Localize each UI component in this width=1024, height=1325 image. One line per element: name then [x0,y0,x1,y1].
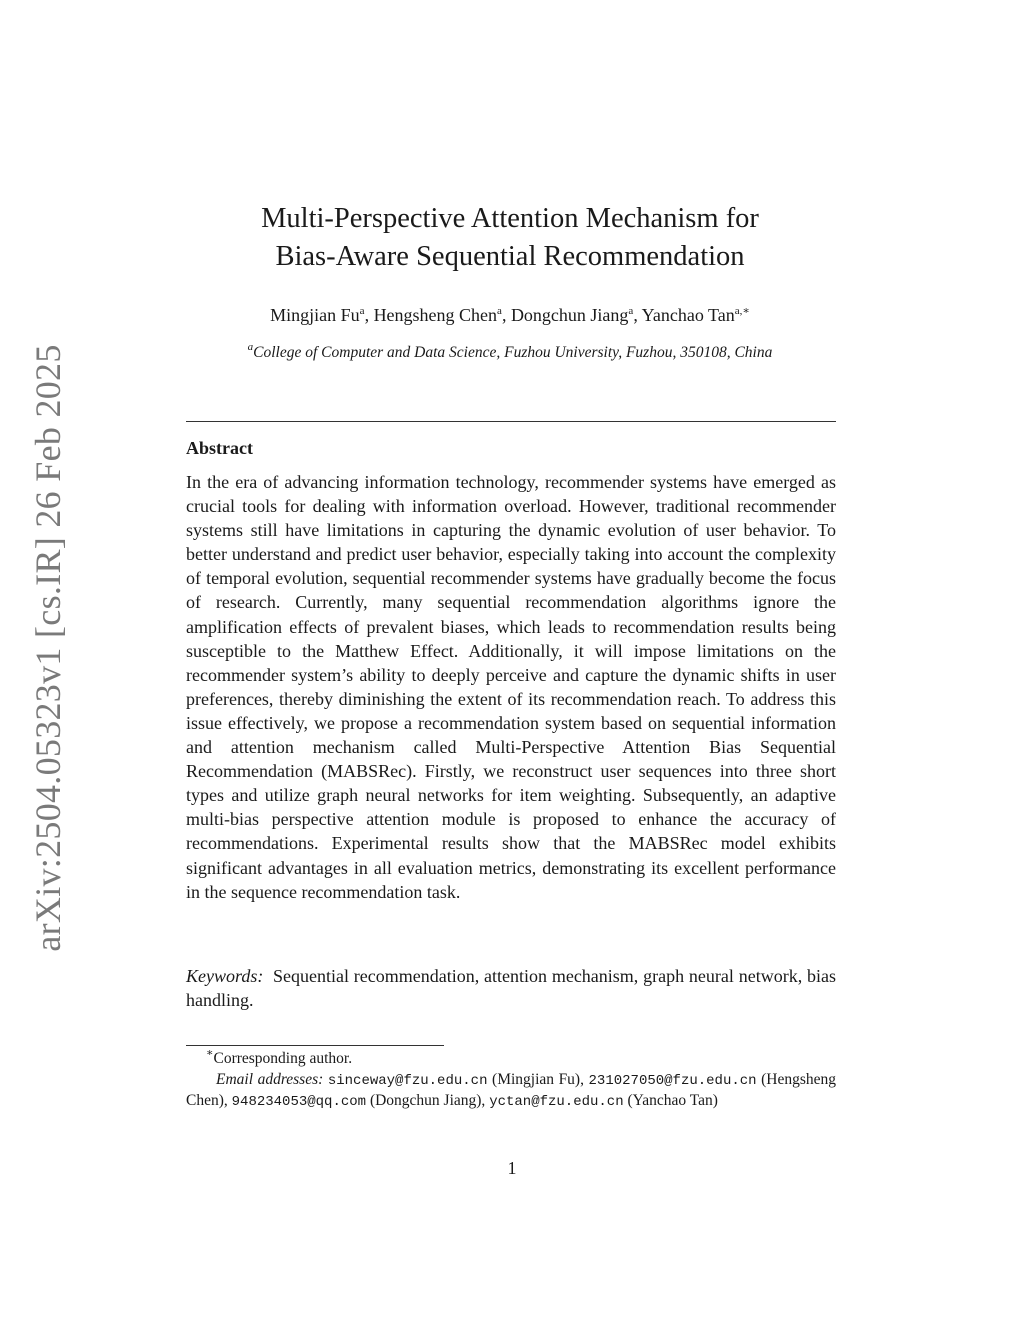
author [642,305,750,325]
author [374,305,511,325]
footnotes [186,1049,836,1113]
email-owner: (Mingjian Fu), [487,1070,589,1088]
page-number: 1 [507,1158,517,1178]
affiliation [180,342,840,364]
email-link[interactable]: sinceway@fzu.edu.cn [327,1072,488,1089]
author-separator: , [501,305,511,325]
author-name: Dongchun Jiang [510,305,629,325]
email-owner: (Dongchun Jiang), [366,1092,490,1109]
arxiv-identifier-stamp: arXiv:2504.05323v1 [cs.IR] 26 Feb 2025 [28,344,68,952]
corresponding-text: Corresponding author. [213,1050,353,1067]
abstract-body: In the era of advancing information technology, recommender systems have emerged as crucial tools for dealing with information overload. However, traditional recommender systems still have limitations in capturing the dynamic evolution of user behavior. To better understand and predict user behavior, especially taking into account the complexity of temporal evolution, sequential recommender systems have gradually become the focus of research. Currently, many sequential recommendation algorithms ignore the amplification effects of prevalent biases, which leads to recommendation results being susceptible to the Matthew Effect. Additionally, it will impose limitations on the recommender system’s ability to deeply perceive and capture the dynamic shifts in user preferences, thereby diminishing the extent of its recommendation reach. To address this issue effectively, we propose a recommendation system based on sequential information and attention mechanism called Multi-Perspective Attention Bias Sequential Recommendation (MABSRec). Firstly, we reconstruct user sequences into three short types and utilize graph neural networks for item weighting. Subsequently, an adaptive multi-bias perspective attention module is proposed to enhance the accuracy of recommendations. Experimental results show that the MABSRec model exhibits significant advantages in all evaluation metrics, demonstrating its excellent performance in the sequence recommendation task. [186,472,836,902]
abstract-heading: Abstract [186,438,253,458]
author-name: Hengsheng Chen [373,305,498,325]
author-affiliation-mark: a [359,305,365,317]
affiliation-text: College of Computer and Data Science, Fuzhou University, Fuzhou, 350108, China [253,344,773,361]
email-link[interactable]: yctan@fzu.edu.cn [489,1094,624,1110]
author-separator: , [364,305,374,325]
email-link[interactable]: 231027050@fzu.edu.cn [588,1072,757,1089]
author-name: Yanchao Tan [641,305,735,325]
footnote-rule [186,1045,444,1046]
author-affiliation-mark: a,∗ [734,305,750,317]
email-link[interactable]: 948234053@qq.com [231,1094,367,1110]
author-affiliation-mark: a [628,305,634,317]
author [270,305,373,325]
author [511,305,642,325]
keywords [186,964,836,1012]
email-addresses-note [186,1070,836,1113]
abstract-top-rule [186,421,836,422]
keywords-label: Keywords: [186,966,264,986]
title-line-1: Multi-Perspective Attention Mechanism for [261,203,759,234]
author-affiliation-mark: a [497,305,502,317]
email-owner: (Yanchao Tan) [623,1092,718,1109]
paper-title [180,200,840,276]
author-list [180,303,840,327]
email-owner: (Hengsheng Chen), [186,1070,837,1109]
author-separator: , [633,305,642,325]
keywords-text: Sequential recommendation, attention mechanism, graph neural network, bias handling. [186,966,836,1010]
email-label: Email addresses: [216,1070,324,1088]
author-name: Mingjian Fu [270,305,360,325]
corresponding-mark: ∗ [206,1047,214,1059]
affiliation-mark: a [247,341,254,353]
title-line-2: Bias-Aware Sequential Recommendation [275,241,745,272]
corresponding-author-note [186,1049,836,1070]
